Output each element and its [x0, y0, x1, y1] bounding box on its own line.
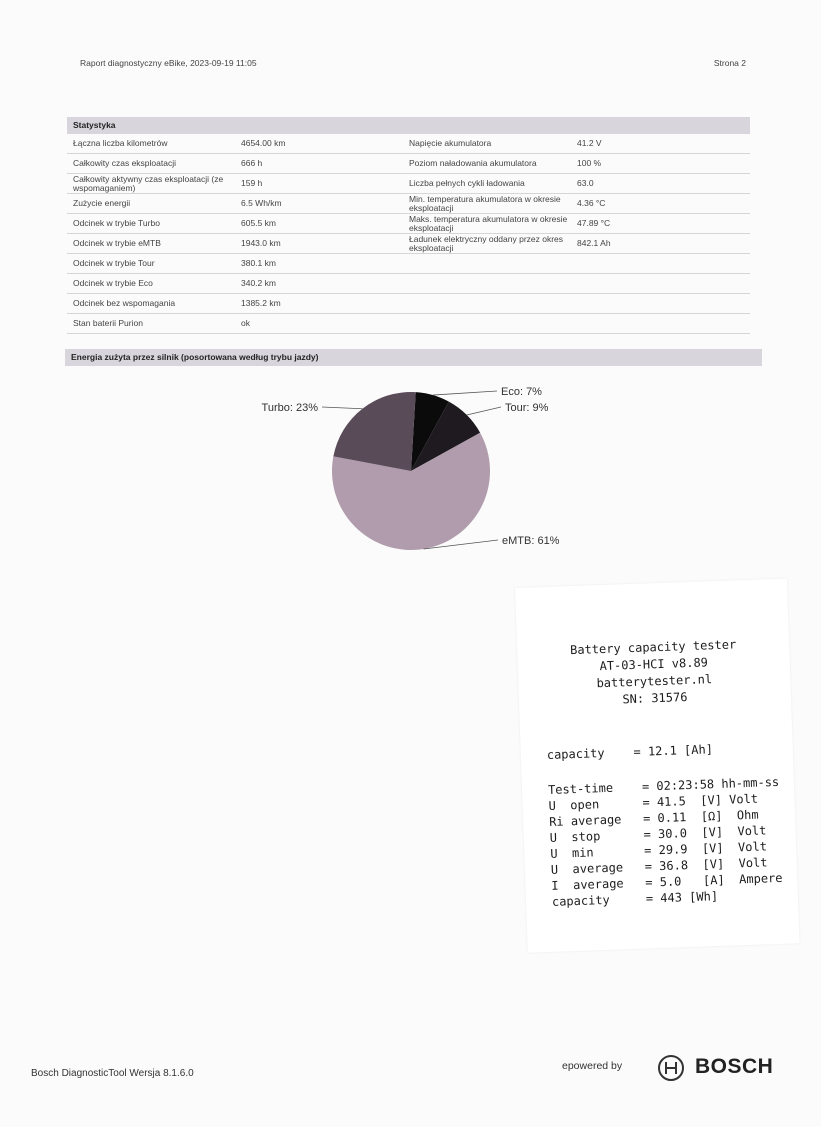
statistics-table	[67, 134, 750, 334]
pie-label-eco: Eco: 7%	[501, 386, 542, 398]
stat-row	[67, 234, 750, 254]
receipt-measurement-line: Ri average = 0.11 [Ω] Ohm	[548, 807, 759, 829]
pie-label-emtb: eMTB: 61%	[502, 535, 560, 547]
stat-label: Poziom naładowania akumulatora	[409, 158, 537, 168]
stat-label: Odcinek bez wspomagania	[73, 298, 176, 308]
stat-value: 47.89 °C	[577, 218, 611, 228]
stat-value: 1943.0 km	[241, 238, 281, 248]
stat-value: 63.0	[577, 178, 594, 188]
report-title: Raport diagnostyczny eBike, 2023-09-19 11:05	[80, 58, 257, 68]
stat-label: Napięcie akumulatora	[409, 138, 492, 148]
pie-leader-line	[433, 391, 497, 395]
stat-row	[67, 274, 750, 294]
stat-value: ok	[241, 318, 250, 328]
stat-label: Zużycie energii	[73, 198, 131, 208]
stat-row	[67, 254, 750, 274]
powered-by-text: epowered by	[562, 1060, 623, 1072]
stat-label: Łączna liczba kilometrów	[73, 138, 168, 148]
stat-label: Min. temperatura akumulatora w okresie eksploatacji	[409, 193, 561, 213]
stat-row	[67, 294, 750, 314]
receipt-measurement-line: capacity = 443 [Wh]	[551, 889, 719, 909]
receipt-measurement-line: U open = 41.5 [V] Volt	[548, 791, 759, 813]
receipt-header-line: SN: 31576	[622, 690, 688, 707]
pie-leader-line	[322, 407, 362, 409]
receipt-measurement-line: Test-time = 02:23:58 hh-mm-ss	[547, 774, 780, 797]
statistics-heading: Statystyka	[67, 117, 750, 134]
stat-value: 159 h	[241, 178, 263, 188]
stat-label: Stan baterii Purion	[73, 318, 143, 328]
receipt-capacity-ah: capacity = 12.1 [Ah]	[546, 742, 714, 762]
stat-value: 340.2 km	[241, 278, 276, 288]
receipt-header-line: Battery capacity tester	[569, 637, 737, 658]
stat-value: 666 h	[241, 158, 263, 168]
stat-row	[67, 214, 750, 234]
stat-label: Odcinek w trybie Tour	[73, 258, 155, 268]
page-number: Strona 2	[713, 58, 746, 68]
stat-value: 380.1 km	[241, 258, 276, 268]
energy-pie-chart	[0, 370, 821, 570]
stat-value: 100 %	[577, 158, 602, 168]
receipt-header	[517, 634, 791, 711]
stat-row	[67, 134, 750, 154]
energy-heading: Energia zużyta przez silnik (posortowana według trybu jazdy)	[65, 349, 762, 366]
stat-label: Odcinek w trybie eMTB	[73, 238, 161, 248]
receipt-header-line: batterytester.nl	[596, 672, 713, 691]
pie-label-turbo: Turbo: 23%	[261, 402, 318, 414]
stat-value: 6.5 Wh/km	[241, 198, 282, 208]
stat-row	[67, 174, 750, 194]
receipt-header-line: AT-03-HCI v8.89	[599, 655, 709, 674]
stat-label: Odcinek w trybie Eco	[73, 278, 153, 288]
stat-label: Maks. temperatura akumulatora w okresie eksploatacji	[409, 213, 568, 233]
stat-label: Całkowity aktywny czas eksploatacji (ze wspomaganiem)	[73, 173, 224, 193]
tool-version: Bosch DiagnosticTool Wersja 8.1.6.0	[31, 1068, 194, 1079]
statistics-section	[67, 117, 750, 334]
bosch-logo-icon	[657, 1054, 685, 1082]
stat-value: 605.5 km	[241, 218, 276, 228]
stat-label: Liczba pełnych cykli ładowania	[409, 178, 525, 188]
stat-row	[67, 154, 750, 174]
stat-label: Ładunek elektryczny oddany przez okres eksploatacji	[409, 233, 564, 253]
battery-test-receipt	[515, 579, 800, 953]
bosch-brand: BOSCH	[695, 1055, 774, 1078]
stat-row	[67, 194, 750, 214]
stat-value: 1385.2 km	[241, 298, 281, 308]
stat-value: 4.36 °C	[577, 198, 606, 208]
stat-row	[67, 314, 750, 334]
pie-leader-line	[467, 407, 501, 415]
pie-label-tour: Tour: 9%	[505, 402, 549, 414]
receipt-measurement-line: U min = 29.9 [V] Volt	[550, 839, 768, 861]
receipt-measurement-line: I average = 5.0 [A] Ampere	[551, 870, 783, 893]
receipt-measurement-line: U average = 36.8 [V] Volt	[550, 855, 768, 877]
receipt-measurement-line: U stop = 30.0 [V] Volt	[549, 823, 767, 845]
stat-value: 4654.00 km	[241, 138, 286, 148]
stat-value: 842.1 Ah	[577, 238, 611, 248]
stat-label: Odcinek w trybie Turbo	[73, 218, 160, 228]
stat-label: Całkowity czas eksploatacji	[73, 158, 176, 168]
pie-svg	[0, 370, 821, 570]
stat-value: 41.2 V	[577, 138, 602, 148]
